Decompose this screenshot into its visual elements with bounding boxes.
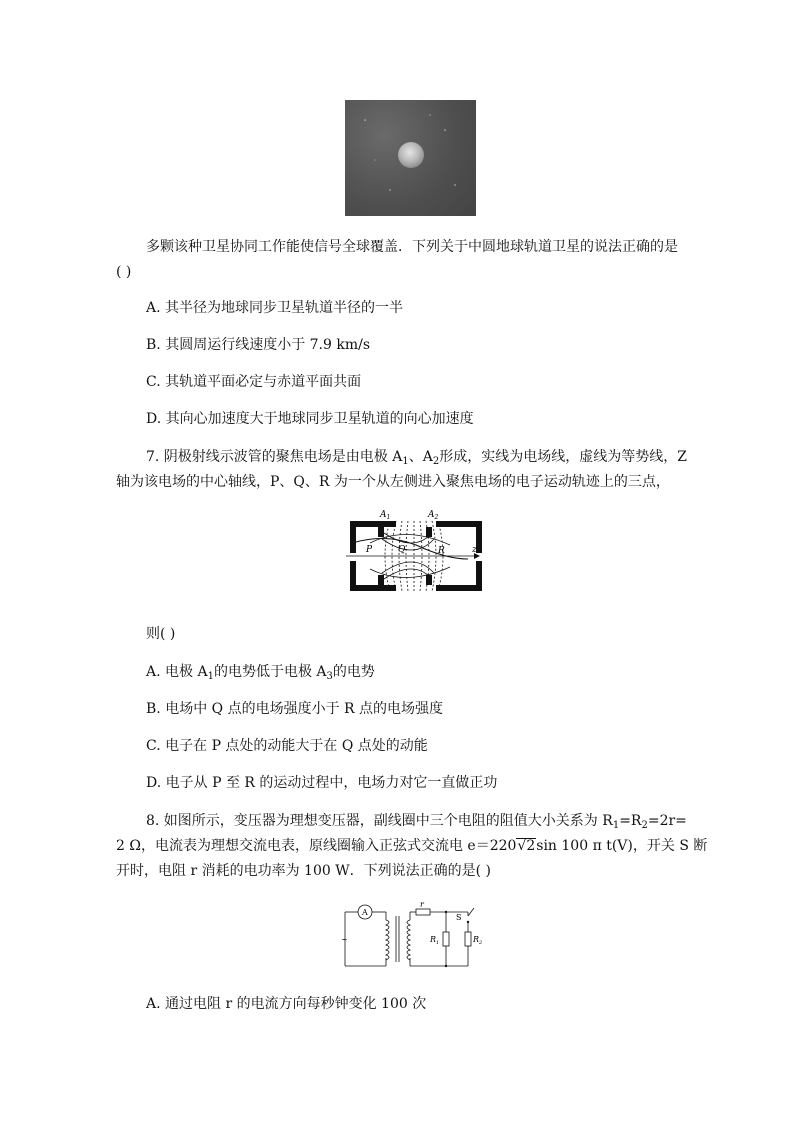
- q7-then: 则( ): [146, 626, 176, 642]
- q8-stem-line1: 8. 如图所示，变压器为理想变压器，副线圈中三个电阻的阻值大小关系为 $R_1=R_2=2r=$: [146, 813, 687, 831]
- q6-option-c: C. 其轨道平面必定与赤道平面共面: [146, 374, 362, 390]
- ac-source-symbol: ~: [341, 935, 348, 944]
- satellite-photo: [345, 100, 476, 216]
- q7-option-c: C. 电子在 P 点处的动能大于在 Q 点处的动能: [146, 738, 428, 754]
- sqrt-symbol: √2: [517, 838, 536, 854]
- label-z: z: [472, 545, 477, 555]
- label-s: S: [456, 913, 462, 922]
- q8-stem-line2: 2 Ω，电流表为理想交流电表，原线圈输入正弦式交流电 e＝220√2sin 100 π t(V)，开关 S 断: [116, 838, 708, 854]
- label-r1: $R_1$: [430, 935, 440, 946]
- q6-option-a: A. 其半径为地球同步卫星轨道半径的一半: [146, 300, 404, 316]
- focusing-field-figure: [346, 505, 486, 607]
- q7-option-b: B. 电场中 Q 点的电场强度小于 R 点的电场强度: [146, 701, 444, 717]
- q6-option-b: B. 其圆周运行线速度小于 7.9 km/s: [146, 337, 371, 353]
- label-a2: $A_2$: [428, 510, 439, 521]
- q6-option-d: D. 其向心加速度大于地球同步卫星轨道的向心加速度: [146, 411, 474, 427]
- transformer-circuit-figure: [340, 898, 490, 974]
- ammeter-label: A: [362, 908, 368, 917]
- q6-stem-line2: ( ): [116, 264, 132, 280]
- q7-option-a: A. 电极 $A_1$的电势低于电极 $A_3$的电势: [146, 664, 375, 682]
- label-a1: $A_1$: [380, 510, 391, 521]
- q8-option-a: A. 通过电阻 r 的电流方向每秒钟变化 100 次: [146, 996, 427, 1012]
- label-r2: $R_2$: [473, 935, 483, 946]
- label-q: Q: [398, 545, 406, 555]
- q7-stem-line2: 轴为该电场的中心轴线，P、Q、R 为一个从左侧进入聚焦电场的电子运动轨迹上的三点，: [116, 474, 670, 490]
- q6-stem-line1: 多颗该种卫星协同工作能使信号全球覆盖．下列关于中圆地球轨道卫星的说法正确的是: [146, 239, 678, 255]
- q7-stem-line1: 7. 阴极射线示波管的聚焦电场是由电极 $A_1$、$A_2$形成，实线为电场线，虚线为等势线，Z: [146, 449, 687, 467]
- q8-stem-line3: 开时，电阻 r 消耗的电功率为 100 W．下列说法正确的是( ): [116, 863, 491, 879]
- label-r: r: [420, 900, 424, 909]
- label-r: R: [438, 546, 445, 556]
- label-p: P: [366, 545, 373, 555]
- q7-option-d: D. 电子从 P 至 R 的运动过程中，电场力对它一直做正功: [146, 775, 498, 791]
